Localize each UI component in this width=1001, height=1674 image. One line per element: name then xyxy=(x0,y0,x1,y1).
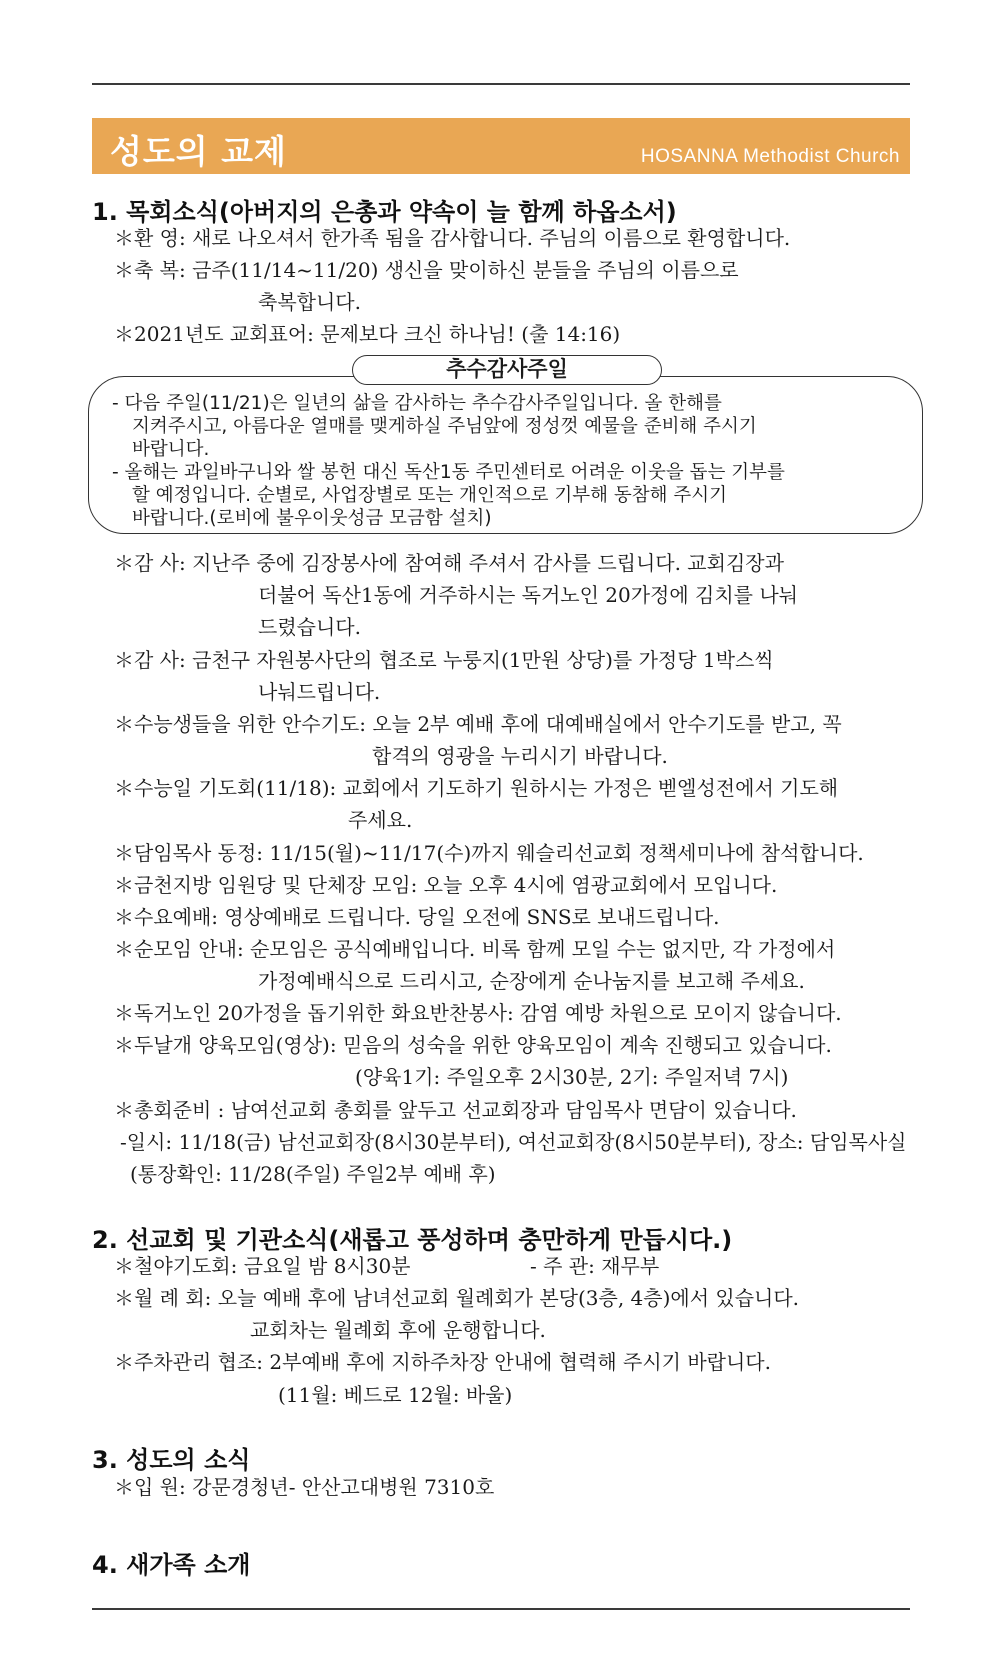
training-line-cont: (양육1기: 주일오후 2시30분, 2기: 주일저녁 7시) xyxy=(355,1065,789,1089)
thanks-line-cont: 드렸습니다. xyxy=(258,615,361,639)
top-rule xyxy=(92,83,910,85)
section-heading-4: 4. 새가족 소개 xyxy=(92,1551,251,1579)
bottom-rule xyxy=(92,1608,910,1610)
assembly-schedule-line-cont: (통장확인: 11/28(주일) 주일2부 예배 후) xyxy=(130,1162,496,1186)
thanks-line-cont: 나눠드립니다. xyxy=(258,680,381,704)
pastor-line: ＊담임목사 동정: 11/15(월)~11/17(수)까지 웨슬리선교회 정책세미나에 참석합니다. xyxy=(114,841,864,865)
welcome-line: ＊환 영: 새로 나오셔서 한가족 됨을 감사합니다. 주님의 이름으로 환영합니다. xyxy=(114,226,791,250)
section-banner xyxy=(92,118,910,174)
exam-prayer-line: ＊수능생들을 위한 안수기도: 오늘 2부 예배 후에 대예배실에서 안수기도를 받고, 꼭 xyxy=(114,712,842,736)
thanks-line-cont: 더불어 독산1동에 거주하시는 독거노인 20가정에 김치를 나눠 xyxy=(258,583,798,607)
hospital-line: ＊입 원: 강문경청년- 안산고대병원 7310호 xyxy=(114,1475,495,1499)
wednesday-line: ＊수요예배: 영상예배로 드립니다. 당일 오전에 SNS로 보내드립니다. xyxy=(114,905,720,929)
notice-line: - 올해는 과일바구니와 쌀 봉헌 대신 독산1동 주민센터로 어려운 이웃을 돕는 기부를 xyxy=(112,462,785,483)
notice-line: 바랍니다.(로비에 불우이웃성금 모금함 설치) xyxy=(132,508,492,529)
elderly-line: ＊독거노인 20가정을 돕기위한 화요반찬봉사: 감염 예방 차원으로 모이지 않습니다. xyxy=(114,1001,842,1025)
exam-day-line: ＊수능일 기도회(11/18): 교회에서 기도하기 원하시는 가정은 벧엘성전에서 기도해 xyxy=(114,776,839,800)
cell-group-line: ＊순모임 안내: 순모임은 공식예배입니다. 비록 함께 모일 수는 없지만, 각 가정에서 xyxy=(114,937,836,961)
notice-line: - 다음 주일(11/21)은 일년의 삶을 감사하는 추수감사주일입니다. 올 한해를 xyxy=(112,393,722,414)
district-line: ＊금천지방 임원당 및 단체장 모임: 오늘 오후 4시에 염광교회에서 모입니다. xyxy=(114,873,778,897)
blessing-line-cont: 축복합니다. xyxy=(258,290,361,314)
blessing-line: ＊축 복: 금주(11/14~11/20) 생신을 맞이하신 분들을 주님의 이름으로 xyxy=(114,258,739,282)
banner-subtitle: HOSANNA Methodist Church xyxy=(640,146,900,167)
exam-prayer-line-cont: 합격의 영광을 누리시기 바랍니다. xyxy=(372,744,668,768)
notice-line: 바랍니다. xyxy=(132,439,210,460)
banner-title: 성도의 교제 xyxy=(110,132,287,171)
notice-line: 지켜주시고, 아름다운 열매를 맺게하실 주님앞에 정성껏 예물을 준비해 주시기 xyxy=(132,416,757,437)
motto-line: ＊2021년도 교회표어: 문제보다 크신 하나님! (출 14:16) xyxy=(114,322,621,346)
section-heading-2: 2. 선교회 및 기관소식(새롭고 풍성하며 충만하게 만듭시다.) xyxy=(92,1226,733,1254)
overnight-prayer-host: - 주 관: 재무부 xyxy=(530,1254,660,1278)
section-heading-1: 1. 목회소식(아버지의 은총과 약속이 늘 함께 하옵소서) xyxy=(92,198,677,226)
thanks-line: ＊감 사: 지난주 중에 김장봉사에 참여해 주셔서 감사를 드립니다. 교회김장과 xyxy=(114,551,784,575)
parking-line: ＊주차관리 협조: 2부예배 후에 지하주차장 안내에 협력해 주시기 바랍니다. xyxy=(114,1350,771,1374)
monthly-meeting-line-cont: 교회차는 월례회 후에 운행합니다. xyxy=(250,1318,546,1342)
overnight-prayer-line: ＊철야기도회: 금요일 밤 8시30분 xyxy=(114,1254,411,1278)
section-heading-3: 3. 성도의 소식 xyxy=(92,1446,251,1474)
notice-line: 할 예정입니다. 순별로, 사업장별로 또는 개인적으로 기부해 동참해 주시기 xyxy=(132,485,727,506)
assembly-schedule-line: -일시: 11/18(금) 남선교회장(8시30분부터), 여선교회장(8시50분부터), 장소: 담임목사실 xyxy=(120,1130,907,1154)
assembly-line: ＊총회준비 : 남여선교회 총회를 앞두고 선교회장과 담임목사 면담이 있습니다. xyxy=(114,1098,797,1122)
notice-title: 추수감사주일 xyxy=(352,355,662,385)
monthly-meeting-line: ＊월 례 회: 오늘 예배 후에 남녀선교회 월례회가 본당(3층, 4층)에서 있습니다. xyxy=(114,1286,800,1310)
training-line: ＊두날개 양육모임(영상): 믿음의 성숙을 위한 양육모임이 계속 진행되고 있습니다. xyxy=(114,1033,832,1057)
cell-group-line-cont: 가정예배식으로 드리시고, 순장에게 순나눔지를 보고해 주세요. xyxy=(258,969,805,993)
exam-day-line-cont: 주세요. xyxy=(348,808,413,832)
thanks-line: ＊감 사: 금천구 자원봉사단의 협조로 누룽지(1만원 상당)를 가정당 1박스씩 xyxy=(114,648,774,672)
parking-line-cont: (11월: 베드로 12월: 바울) xyxy=(278,1383,513,1407)
